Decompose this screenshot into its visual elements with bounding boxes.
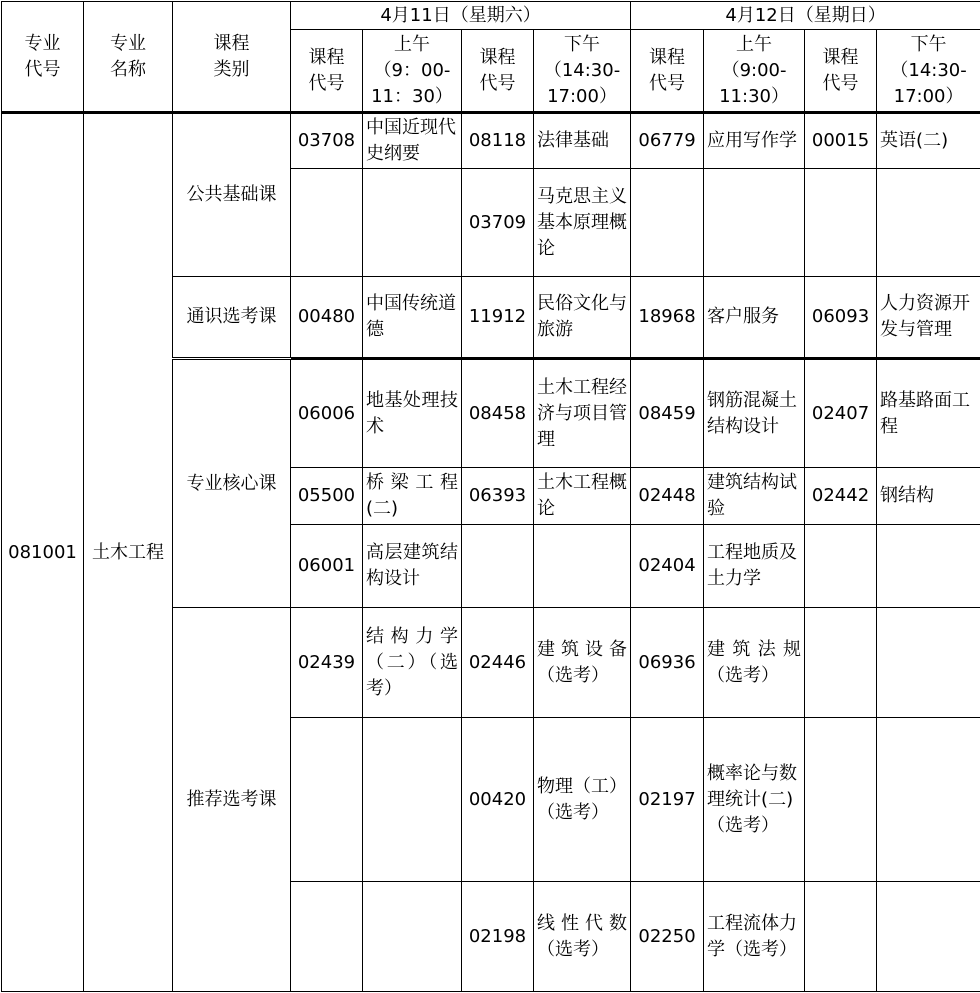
course-name <box>877 608 980 718</box>
course-name <box>877 718 980 882</box>
course-code: 02404 <box>631 525 704 608</box>
course-code: 00420 <box>462 718 534 882</box>
course-name: 工程地质及土力学 <box>704 525 805 608</box>
course-name: 线性代数（选考） <box>534 882 631 992</box>
course-code <box>805 169 877 277</box>
course-code: 02446 <box>462 608 534 718</box>
course-code <box>291 718 363 882</box>
course-code <box>805 608 877 718</box>
day2-header: 4月12日（星期日） <box>631 2 980 30</box>
course-name <box>704 169 805 277</box>
course-code: 02198 <box>462 882 534 992</box>
exam-schedule-table <box>1 1 980 992</box>
course-code: 02407 <box>805 359 877 468</box>
d1-am-header: 上午 （9：00- 11：30） <box>363 30 462 113</box>
major-name-header: 专业 名称 <box>84 2 173 113</box>
course-code: 02442 <box>805 468 877 525</box>
course-code <box>805 718 877 882</box>
course-name <box>363 169 462 277</box>
course-code: 08458 <box>462 359 534 468</box>
d2-pm-header: 下午 （14:30- 17:00） <box>877 30 980 113</box>
course-code <box>462 525 534 608</box>
course-name: 物理（工）（选考） <box>534 718 631 882</box>
course-name: 钢筋混凝土结构设计 <box>704 359 805 468</box>
course-name <box>877 169 980 277</box>
course-name: 概率论与数理统计(二)（选考） <box>704 718 805 882</box>
course-code <box>291 169 363 277</box>
course-name: 应用写作学 <box>704 113 805 169</box>
course-name <box>877 882 980 992</box>
course-code <box>805 882 877 992</box>
d1-am-code-header: 课程 代号 <box>291 30 363 113</box>
course-code: 08459 <box>631 359 704 468</box>
course-name: 结构力学（二）（选考） <box>363 608 462 718</box>
course-name: 路基路面工程 <box>877 359 980 468</box>
course-code <box>631 169 704 277</box>
course-code <box>291 882 363 992</box>
course-code: 05500 <box>291 468 363 525</box>
course-name: 土木工程经济与项目管理 <box>534 359 631 468</box>
course-code: 02448 <box>631 468 704 525</box>
category-core: 专业核心课 <box>173 359 291 608</box>
course-code: 06393 <box>462 468 534 525</box>
course-name: 工程流体力学（选考） <box>704 882 805 992</box>
d1-pm-header: 下午 （14:30- 17:00） <box>534 30 631 113</box>
course-name <box>363 718 462 882</box>
category-general: 通识选考课 <box>173 277 291 359</box>
major-name: 土木工程 <box>84 113 173 992</box>
course-code <box>805 525 877 608</box>
major-code-header: 专业 代号 <box>2 2 84 113</box>
course-code: 00480 <box>291 277 363 359</box>
course-code: 06001 <box>291 525 363 608</box>
d2-am-header: 上午 （9:00- 11:30） <box>704 30 805 113</box>
course-code: 18968 <box>631 277 704 359</box>
table-row <box>2 113 980 169</box>
course-name: 建筑结构试验 <box>704 468 805 525</box>
course-code: 03708 <box>291 113 363 169</box>
course-name: 建筑设备（选考） <box>534 608 631 718</box>
course-category-header: 课程 类别 <box>173 2 291 113</box>
course-name: 土木工程概论 <box>534 468 631 525</box>
course-name: 桥梁工程(二) <box>363 468 462 525</box>
course-name <box>363 882 462 992</box>
course-name: 高层建筑结构设计 <box>363 525 462 608</box>
course-name: 客户服务 <box>704 277 805 359</box>
course-code: 02197 <box>631 718 704 882</box>
d1-pm-code-header: 课程 代号 <box>462 30 534 113</box>
category-recommended: 推荐选考课 <box>173 608 291 992</box>
course-name <box>877 525 980 608</box>
course-name: 中国传统道德 <box>363 277 462 359</box>
course-name: 民俗文化与旅游 <box>534 277 631 359</box>
course-code: 06779 <box>631 113 704 169</box>
course-code: 00015 <box>805 113 877 169</box>
course-name: 建筑法规（选考） <box>704 608 805 718</box>
course-name: 马克思主义基本原理概论 <box>534 169 631 277</box>
course-name: 法律基础 <box>534 113 631 169</box>
course-code: 02439 <box>291 608 363 718</box>
course-name: 地基处理技术 <box>363 359 462 468</box>
course-name: 英语(二) <box>877 113 980 169</box>
major-code: 081001 <box>2 113 84 992</box>
category-public: 公共基础课 <box>173 113 291 277</box>
d2-am-code-header: 课程 代号 <box>631 30 704 113</box>
course-name: 钢结构 <box>877 468 980 525</box>
course-name: 人力资源开发与管理 <box>877 277 980 359</box>
course-name: 中国近现代史纲要 <box>363 113 462 169</box>
course-code: 02250 <box>631 882 704 992</box>
course-code: 08118 <box>462 113 534 169</box>
day1-header: 4月11日（星期六） <box>291 2 631 30</box>
course-name <box>534 525 631 608</box>
course-code: 06093 <box>805 277 877 359</box>
course-code: 03709 <box>462 169 534 277</box>
course-code: 11912 <box>462 277 534 359</box>
d2-pm-code-header: 课程 代号 <box>805 30 877 113</box>
course-code: 06006 <box>291 359 363 468</box>
course-code: 06936 <box>631 608 704 718</box>
